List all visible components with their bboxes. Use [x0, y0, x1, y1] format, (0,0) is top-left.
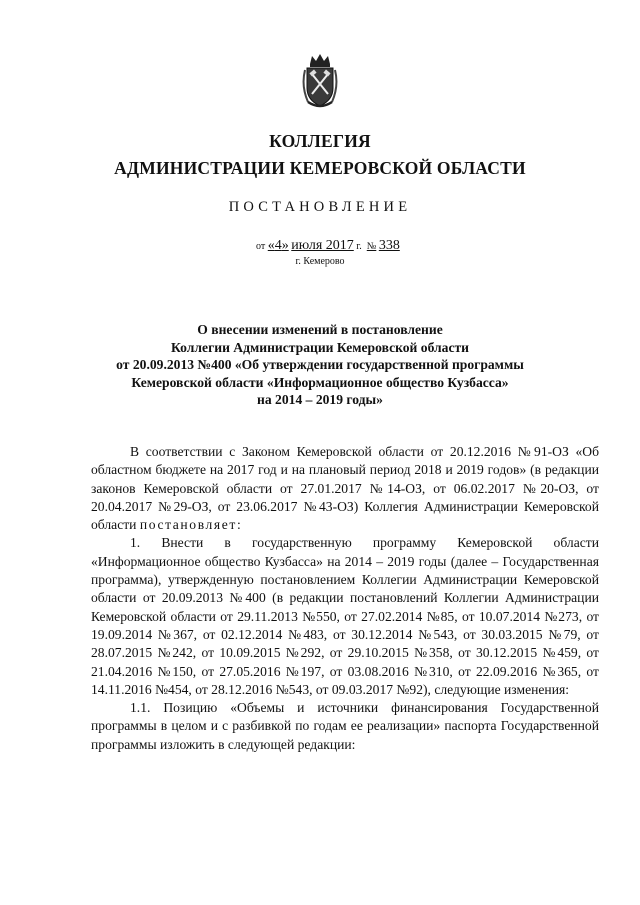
title-line: Коллегии Администрации Кемеровской области: [170, 339, 470, 355]
paragraph-preamble: [91, 443, 599, 534]
document-type: ПОСТАНОВЛЕНИЕ: [228, 199, 412, 215]
date-month-year: июля 2017: [291, 238, 354, 253]
resolves-word: постановляет:: [139, 517, 243, 533]
preamble-text: В соответствии с Законом Кемеровской области от 20.12.2016 №91-ОЗ «Об областном бюджете на 2017 год и на плановый период 2018 и 2019 годов» (в редакции законов Кемеровской области от 27.01.2017 №14-ОЗ, от 06.02.2017 №20-ОЗ, от 20.04.2017 №29-ОЗ, от 23.06.2017 №43-ОЗ) Коллегия Администрации Кемеровской области: [91, 444, 599, 533]
title-line: от 20.09.2013 №400 «Об утверждении государственной программы: [116, 357, 524, 372]
date-open-quote: «: [267, 238, 275, 253]
header-collegium: КОЛЛЕГИЯ: [269, 131, 371, 151]
date-year-suffix: г.: [356, 241, 362, 252]
header-administration: АДМИНИСТРАЦИИ КЕМЕРОВСКОЙ ОБЛАСТИ: [114, 158, 526, 178]
title-line: Кемеровской области «Информационное общество Кузбасса»: [131, 374, 509, 390]
date-prefix: от: [256, 241, 266, 252]
document-title: [0, 321, 640, 409]
document-date-line: [256, 238, 400, 254]
paragraph-item-1: 1. Внести в государственную программу Кемеровской области «Информационное общество Кузбасса» на 2014 – 2019 годы (далее – Государственная программа), утвержденную постановлением Коллегии Администрации Кемеровской области от 20.09.2013 №400 (в редакции постановлений Коллегии Администрации Кемеровской области от 29.11.2013 №550, от 27.02.2014 №85, от 10.07.2014 №273, от 19.09.2014 №367, от 02.12.2014 №483, от 30.12.2014 №543, от 30.03.2015 №79, от 28.07.2015 №242, от 10.09.2015 №292, от 29.10.2015 №358, от 30.12.2015 №459, от 21.04.2016 №150, от 27.05.2016 №197, от 03.08.2016 №310, от 22.09.2016 №365, от 14.11.2016 №454, от 28.12.2016 №543, от 09.03.2017 №92), следующие изменения:: [91, 535, 599, 697]
date-close-quote: »: [281, 238, 289, 253]
document-body: [91, 443, 599, 754]
city: г. Кемерово: [295, 256, 345, 267]
document-number: 338: [378, 238, 400, 253]
date-day: 4: [274, 238, 282, 253]
coat-of-arms-emblem: [300, 52, 340, 110]
title-line: на 2014 – 2019 годы»: [257, 392, 383, 407]
title-line: О внесении изменений в постановление: [197, 322, 443, 337]
paragraph-item-1-1: 1.1. Позицию «Объемы и источники финансирования Государственной программы в целом и с разбивкой по годам ее реализации» паспорта Государственной программы изложить в следующей редакции:: [91, 700, 599, 752]
number-label: №: [366, 241, 377, 252]
